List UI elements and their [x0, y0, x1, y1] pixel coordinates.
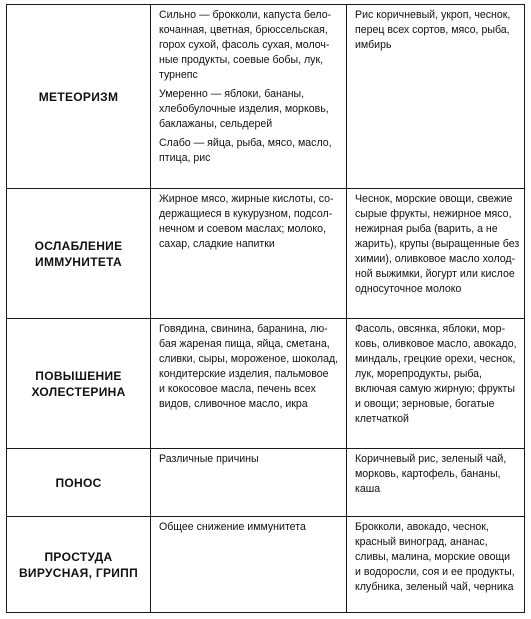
text-line: морковь, картофель, бананы, [355, 468, 501, 480]
text-line: и овощи; зерновые, богатые [355, 398, 495, 410]
causes-paragraph [159, 322, 340, 412]
condition-line: ВИРУСНАЯ, ГРИПП [18, 565, 139, 580]
text-line: бая жареная пища, яйца, сметана, [159, 338, 330, 350]
text-line: односуточное молоко [355, 283, 462, 295]
text-line: сливки, сыры, мороженое, шоколад, [159, 353, 339, 365]
causes-paragraph [159, 136, 340, 166]
text-line: каша [355, 483, 381, 495]
text-line: нечном и соевом маслах; молоко, [159, 223, 327, 235]
causes-paragraph [159, 520, 340, 535]
text-line: миндаль, грецкие орехи, чеснок, [355, 353, 516, 365]
text-line: Различные причины [159, 453, 259, 465]
text-line: Жирное мясо, жирные кислоты, со- [159, 193, 334, 205]
text-line: сырые фрукты, нежирное мясо, [355, 208, 512, 220]
condition-line: ПОВЫШЕНИЕ [35, 368, 122, 383]
text-line: Общее снижение иммунитета [159, 521, 306, 533]
text-line: Брокколи, авокадо, чеснок, [355, 521, 489, 533]
text-line: химии), оливковое масло холод- [355, 253, 516, 265]
foods-cell [347, 5, 525, 189]
table-row [7, 319, 525, 449]
condition-line: ПОНОС [55, 475, 102, 490]
causes-cell [151, 517, 347, 613]
condition-cell [7, 189, 151, 319]
text-line: и водоросли, соя и ее продукты, [355, 566, 515, 578]
causes-cell [151, 319, 347, 449]
condition-cell [7, 449, 151, 517]
foods-cell [347, 517, 525, 613]
text-line: нежирная рыба (варить, а не [355, 223, 498, 235]
foods-cell [347, 189, 525, 319]
condition-cell [7, 517, 151, 613]
condition-line: МЕТЕОРИЗМ [38, 89, 119, 104]
table-row [7, 517, 525, 613]
text-line: сливы, малина, морские овощи [355, 551, 511, 563]
causes-paragraph [159, 87, 340, 132]
text-line: горох сухой, фасоль сухая, молоч- [159, 39, 330, 51]
table-row [7, 449, 525, 517]
text-line: Умеренно — яблоки, бананы, [159, 88, 305, 100]
text-line: Слабо — яйца, рыба, мясо, масло, [159, 137, 332, 149]
text-line: Фасоль, овсянка, яблоки, мор- [355, 323, 506, 335]
text-line: включая самую жирную; фрукты [355, 383, 516, 395]
text-line: держащиеся в кукурузном, подсол- [159, 208, 333, 220]
text-line: сахар, сладкие напитки [159, 238, 275, 250]
text-line: птица, рис [159, 152, 211, 164]
table-row [7, 189, 525, 319]
text-line: видов, сливочное масло, икра [159, 398, 308, 410]
text-line: ные продукты, соевые бобы, лук, [159, 54, 324, 66]
condition-cell [7, 319, 151, 449]
table-row [7, 5, 525, 189]
causes-paragraph [159, 192, 340, 252]
causes-cell [151, 449, 347, 517]
table-body [7, 5, 525, 613]
causes-cell [151, 5, 347, 189]
text-line: лук, морепродукты, рыба, [355, 368, 482, 380]
symptoms-diet-table [6, 4, 525, 613]
text-line: баклажаны, сельдерей [159, 118, 273, 130]
text-line: Коричневый рис, зеленый чай, [355, 453, 507, 465]
text-line: перец всех сортов, мясо, рыба, [355, 24, 510, 36]
text-line: хлебобулочные изделия, морковь, [159, 103, 329, 115]
foods-cell [347, 449, 525, 517]
text-line: Рис коричневый, укроп, чеснок, [355, 9, 511, 21]
text-line: клетчаткой [355, 413, 409, 425]
condition-line: ИММУНИТЕТА [35, 254, 122, 269]
text-line: клубника, зеленый чай, черника [355, 581, 514, 593]
text-line: Сильно — брокколи, капуста бело- [159, 9, 332, 21]
text-line: ной выжимки, йогурт или кислое [355, 268, 515, 280]
condition-line: ОСЛАБЛЕНИЕ [34, 238, 123, 253]
text-line: имбирь [355, 39, 392, 51]
text-line: ковь, оливковое масло, авокадо, [355, 338, 517, 350]
text-line: жарить), крупы (выращенные без [355, 238, 520, 250]
text-line: Чеснок, морские овощи, свежие [355, 193, 513, 205]
text-line: турнепс [159, 69, 198, 81]
text-line: и кокосовое масла, печень всех [159, 383, 316, 395]
causes-paragraph [159, 452, 340, 467]
condition-cell [7, 5, 151, 189]
text-line: кондитерские изделия, пальмовое [159, 368, 329, 380]
text-line: красный виноград, ананас, [355, 536, 488, 548]
causes-cell [151, 189, 347, 319]
text-line: кочанная, цветная, брюссельская, [159, 24, 328, 36]
condition-line: ХОЛЕСТЕРИНА [31, 384, 126, 399]
foods-cell [347, 319, 525, 449]
causes-paragraph [159, 8, 340, 83]
condition-line: ПРОСТУДА [44, 549, 113, 564]
text-line: Говядина, свинина, баранина, лю- [159, 323, 328, 335]
